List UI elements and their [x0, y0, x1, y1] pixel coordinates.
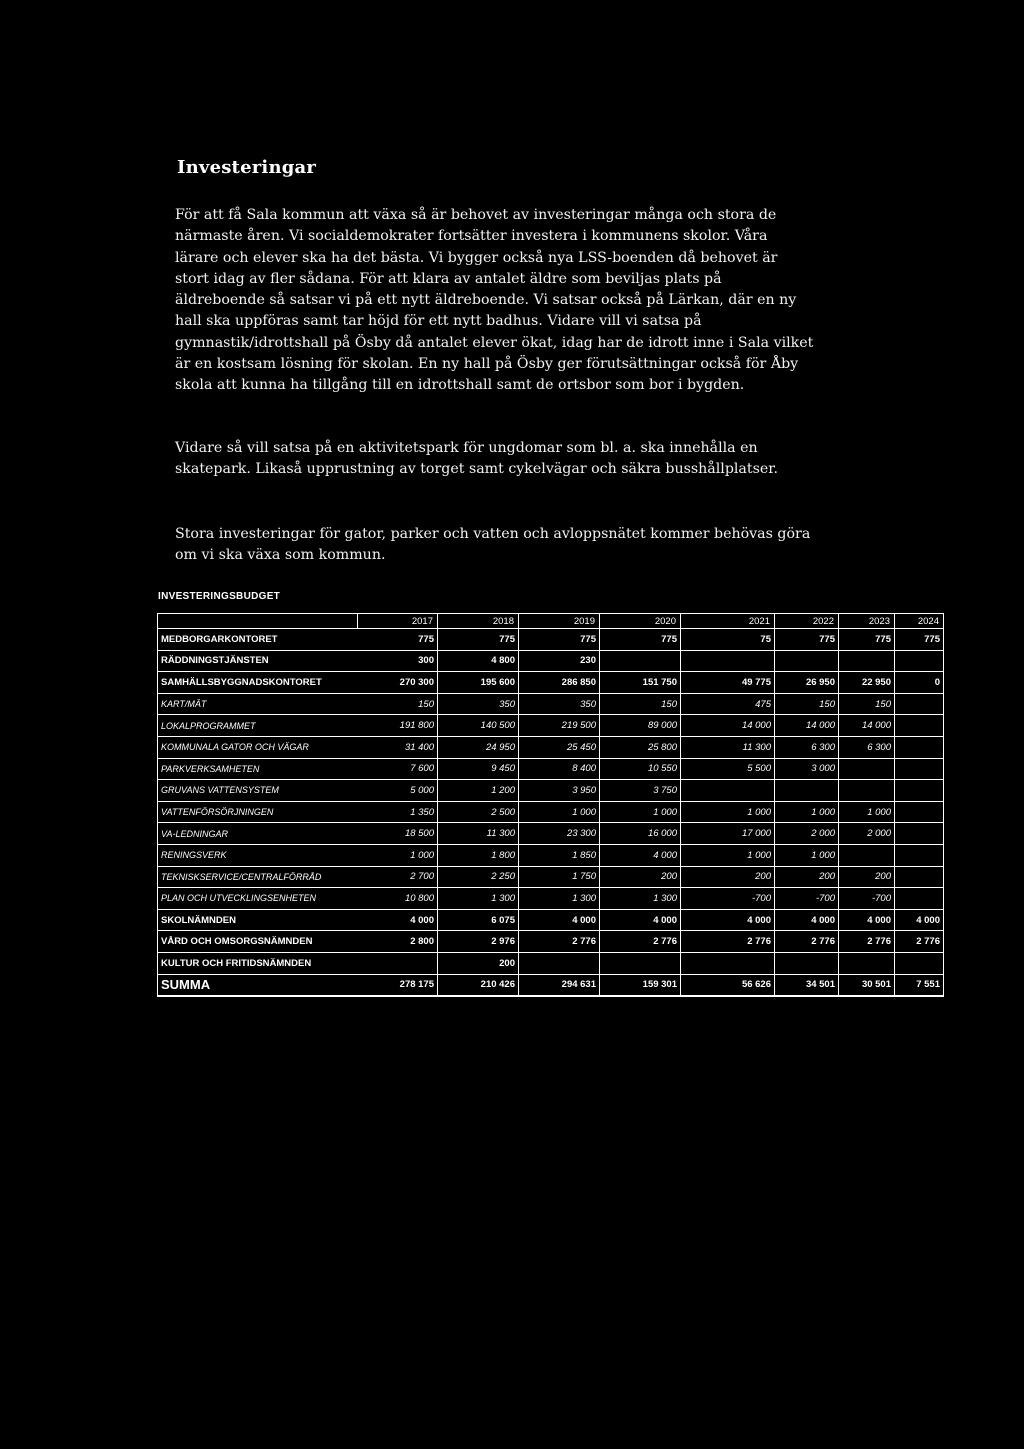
budget-cell: 3 750	[600, 780, 681, 802]
budget-row-label: SKOLNÄMNDEN	[158, 909, 358, 931]
budget-cell: 2 700	[358, 866, 438, 888]
budget-cell	[775, 650, 839, 672]
budget-row	[158, 629, 944, 651]
budget-cell	[839, 758, 895, 780]
budget-cell	[895, 844, 944, 866]
budget-cell: 151 750	[600, 672, 681, 694]
budget-cell: 1 000	[600, 801, 681, 823]
budget-cell: 4 000	[519, 909, 600, 931]
budget-row-label: KART/MÄT	[158, 693, 358, 715]
budget-cell	[895, 693, 944, 715]
budget-row	[158, 780, 944, 802]
budget-cell	[775, 780, 839, 802]
budget-cell: 475	[681, 693, 775, 715]
header-blank-cell	[158, 614, 358, 629]
budget-cell: 140 500	[438, 715, 519, 737]
budget-cell: 191 800	[358, 715, 438, 737]
budget-cell: 2 000	[775, 823, 839, 845]
budget-cell: 56 626	[681, 974, 775, 996]
budget-cell	[681, 650, 775, 672]
budget-table	[157, 613, 944, 997]
budget-row-label: KOMMUNALA GATOR OCH VÄGAR	[158, 736, 358, 758]
budget-cell: 24 950	[438, 736, 519, 758]
budget-cell: 210 426	[438, 974, 519, 996]
year-header: 2023	[839, 614, 895, 629]
budget-cell: 1 750	[519, 866, 600, 888]
budget-cell: 1 000	[519, 801, 600, 823]
budget-cell: 1 000	[358, 844, 438, 866]
budget-cell: 278 175	[358, 974, 438, 996]
budget-cell: 6 075	[438, 909, 519, 931]
budget-row	[158, 974, 944, 996]
budget-cell	[895, 715, 944, 737]
budget-row	[158, 866, 944, 888]
budget-cell: 2 500	[438, 801, 519, 823]
budget-cell: 350	[519, 693, 600, 715]
budget-cell: 350	[438, 693, 519, 715]
budget-cell: 1 000	[681, 801, 775, 823]
budget-cell	[600, 952, 681, 974]
budget-cell: 1 000	[839, 801, 895, 823]
budget-cell: 4 000	[895, 909, 944, 931]
budget-row-label: VA-LEDNINGAR	[158, 823, 358, 845]
budget-cell: 5 000	[358, 780, 438, 802]
budget-row-label: KULTUR OCH FRITIDSNÄMNDEN	[158, 952, 358, 974]
budget-cell	[895, 888, 944, 910]
budget-row	[158, 888, 944, 910]
budget-cell: 2 776	[775, 931, 839, 953]
year-header: 2018	[438, 614, 519, 629]
budget-cell: 2 976	[438, 931, 519, 953]
budget-cell: 10 550	[600, 758, 681, 780]
budget-cell: 1 300	[519, 888, 600, 910]
budget-cell	[895, 650, 944, 672]
budget-cell: 775	[358, 629, 438, 651]
budget-cell: 14 000	[839, 715, 895, 737]
budget-cell: 25 450	[519, 736, 600, 758]
budget-row-label: GRUVANS VATTENSYSTEM	[158, 780, 358, 802]
budget-cell: 3 000	[775, 758, 839, 780]
budget-cell: 150	[600, 693, 681, 715]
budget-cell: 18 500	[358, 823, 438, 845]
year-header: 2017	[358, 614, 438, 629]
budget-cell: 230	[519, 650, 600, 672]
budget-cell: 26 950	[775, 672, 839, 694]
budget-cell: 1 350	[358, 801, 438, 823]
budget-cell	[895, 866, 944, 888]
budget-cell: 49 775	[681, 672, 775, 694]
budget-cell: 1 000	[681, 844, 775, 866]
budget-cell: 286 850	[519, 672, 600, 694]
paragraph-investments: För att få Sala kommun att växa så är behovet av investeringar många och stora de närmaste åren. Vi socialdemokrater fortsätter investera i kommunens skolor. Våra lärare och elever ska ha det bästa. Vi bygger också nya LSS-boenden då behovet är stort idag av fler sådana. För att klara av antalet äldre som beviljas plats på äldreboende så satsar vi på ett nytt äldreboende. Vi satsar också på Lärkan, där en ny hall ska uppföras samt tar höjd för ett nytt badhus. Vidare vill vi satsa på gymnastik/idrottshall på Ösby då antalet elever ökat, idag har de idrott inne i Sala vilket är en kostsam lösning för skolan. En ny hall på Ösby ger förutsättningar också för Åby skola att kunna ha tillgång till en idrottshall samt de ortsbor som bor i bygden.	[175, 207, 814, 394]
budget-cell: 150	[775, 693, 839, 715]
budget-cell	[839, 952, 895, 974]
budget-cell: 25 800	[600, 736, 681, 758]
budget-row	[158, 672, 944, 694]
budget-cell: 2 250	[438, 866, 519, 888]
budget-cell: 4 000	[681, 909, 775, 931]
budget-cell	[681, 780, 775, 802]
budget-row	[158, 736, 944, 758]
budget-cell: 195 600	[438, 672, 519, 694]
budget-cell: 14 000	[681, 715, 775, 737]
budget-cell: 775	[438, 629, 519, 651]
budget-cell: 9 450	[438, 758, 519, 780]
budget-row	[158, 758, 944, 780]
budget-cell: 150	[358, 693, 438, 715]
budget-cell: 6 300	[775, 736, 839, 758]
budget-cell: 7 600	[358, 758, 438, 780]
budget-row-label: RENINGSVERK	[158, 844, 358, 866]
budget-cell: 2 000	[839, 823, 895, 845]
year-header: 2021	[681, 614, 775, 629]
budget-cell: 270 300	[358, 672, 438, 694]
budget-cell: 1 300	[600, 888, 681, 910]
budget-cell: -700	[839, 888, 895, 910]
budget-cell: 75	[681, 629, 775, 651]
budget-cell: 14 000	[775, 715, 839, 737]
budget-cell: 2 776	[895, 931, 944, 953]
budget-row-label: VÅRD OCH OMSORGSNÄMNDEN	[158, 931, 358, 953]
budget-cell	[600, 650, 681, 672]
budget-cell: 5 500	[681, 758, 775, 780]
budget-cell: 200	[438, 952, 519, 974]
budget-row-label: PARKVERKSAMHETEN	[158, 758, 358, 780]
budget-row-label: TEKNISKSERVICE/CENTRALFÖRRÅD	[158, 866, 358, 888]
budget-cell: 294 631	[519, 974, 600, 996]
budget-cell: 7 551	[895, 974, 944, 996]
year-header: 2022	[775, 614, 839, 629]
budget-cell: 4 000	[600, 844, 681, 866]
budget-cell: 16 000	[600, 823, 681, 845]
budget-cell: 4 000	[839, 909, 895, 931]
budget-cell: 1 300	[438, 888, 519, 910]
budget-cell	[895, 780, 944, 802]
year-header: 2019	[519, 614, 600, 629]
budget-cell: 159 301	[600, 974, 681, 996]
budget-row-label: VATTENFÖRSÖRJNINGEN	[158, 801, 358, 823]
budget-cell: 0	[895, 672, 944, 694]
budget-cell: 775	[600, 629, 681, 651]
budget-row	[158, 931, 944, 953]
budget-row-label: RÄDDNINGSTJÄNSTEN	[158, 650, 358, 672]
budget-cell	[358, 952, 438, 974]
budget-cell: 4 000	[600, 909, 681, 931]
year-header: 2024	[895, 614, 944, 629]
budget-cell: 17 000	[681, 823, 775, 845]
budget-cell: 4 000	[775, 909, 839, 931]
budget-cell	[895, 952, 944, 974]
budget-cell: 4 800	[438, 650, 519, 672]
budget-cell: 1 000	[775, 844, 839, 866]
budget-cell	[895, 758, 944, 780]
budget-cell: 1 200	[438, 780, 519, 802]
budget-cell: 34 501	[775, 974, 839, 996]
budget-cell: 150	[839, 693, 895, 715]
budget-cell: 2 776	[600, 931, 681, 953]
budget-cell: -700	[775, 888, 839, 910]
budget-cell: 31 400	[358, 736, 438, 758]
budget-row	[158, 844, 944, 866]
budget-cell: 200	[839, 866, 895, 888]
page-title: Investeringar	[177, 157, 317, 178]
budget-cell: 3 950	[519, 780, 600, 802]
budget-row-label: SAMHÄLLSBYGGNADSKONTORET	[158, 672, 358, 694]
budget-row-label: SUMMA	[158, 974, 358, 996]
budget-cell	[519, 952, 600, 974]
budget-cell: 219 500	[519, 715, 600, 737]
budget-cell: 200	[600, 866, 681, 888]
budget-cell: 1 800	[438, 844, 519, 866]
budget-cell	[839, 844, 895, 866]
budget-cell: 775	[895, 629, 944, 651]
budget-cell	[839, 650, 895, 672]
budget-cell	[895, 801, 944, 823]
budget-row	[158, 650, 944, 672]
paragraph-activity-park: Vidare så vill satsa på en aktivitetspark för ungdomar som bl. a. ska innehålla en skatepark. Likaså upprustning av torget samt cykelvägar och säkra busshållplatser.	[175, 440, 779, 478]
budget-cell: 200	[681, 866, 775, 888]
budget-cell: 6 300	[839, 736, 895, 758]
budget-cell	[895, 736, 944, 758]
budget-cell	[895, 823, 944, 845]
budget-row	[158, 823, 944, 845]
budget-cell	[775, 952, 839, 974]
budget-row-label: LOKALPROGRAMMET	[158, 715, 358, 737]
budget-cell: 11 300	[438, 823, 519, 845]
budget-cell: 10 800	[358, 888, 438, 910]
budget-row	[158, 801, 944, 823]
budget-cell: 8 400	[519, 758, 600, 780]
paragraph-infrastructure: Stora investeringar för gator, parker och vatten och avloppsnätet kommer behövas göra om vi ska växa som kommun.	[175, 526, 811, 564]
budget-cell: 300	[358, 650, 438, 672]
budget-cell: 2 776	[519, 931, 600, 953]
budget-cell: 1 850	[519, 844, 600, 866]
budget-cell: 4 000	[358, 909, 438, 931]
budget-cell: 775	[775, 629, 839, 651]
budget-cell: 1 000	[775, 801, 839, 823]
budget-row	[158, 909, 944, 931]
budget-cell: 775	[519, 629, 600, 651]
budget-cell: -700	[681, 888, 775, 910]
budget-cell: 200	[775, 866, 839, 888]
budget-row-label: MEDBORGARKONTORET	[158, 629, 358, 651]
budget-cell: 2 800	[358, 931, 438, 953]
budget-row	[158, 693, 944, 715]
budget-heading: INVESTERINGSBUDGET	[158, 591, 281, 602]
year-header: 2020	[600, 614, 681, 629]
budget-row	[158, 952, 944, 974]
budget-cell: 2 776	[681, 931, 775, 953]
budget-cell	[681, 952, 775, 974]
budget-header-row	[158, 614, 944, 629]
budget-cell: 30 501	[839, 974, 895, 996]
budget-row-label: PLAN OCH UTVECKLINGSENHETEN	[158, 888, 358, 910]
budget-cell: 11 300	[681, 736, 775, 758]
budget-cell	[839, 780, 895, 802]
budget-cell: 2 776	[839, 931, 895, 953]
budget-cell: 775	[839, 629, 895, 651]
budget-cell: 23 300	[519, 823, 600, 845]
budget-cell: 89 000	[600, 715, 681, 737]
budget-cell: 22 950	[839, 672, 895, 694]
budget-row	[158, 715, 944, 737]
